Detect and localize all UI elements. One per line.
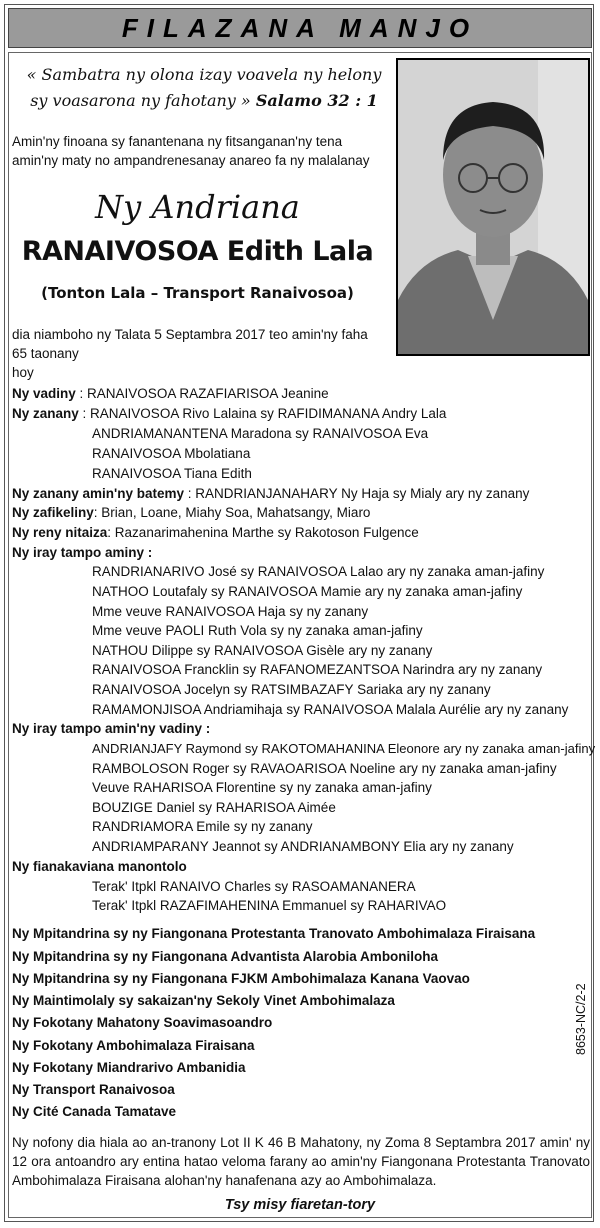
tampo-vadiny-item: RAMBOLOSON Roger sy RAVAOARISOA Noeline ary ny zanaka aman-jafiny xyxy=(92,761,557,776)
death-notice-line-1: dia niamboho ny Talata 5 Septambra 2017 teo amin'ny faha xyxy=(12,327,368,342)
organization-item: Ny Fokotany Mahatony Soavimasoandro xyxy=(12,1015,273,1030)
reny-row xyxy=(12,523,419,542)
deceased-alias: (Tonton Lala – Transport Ranaivosoa) xyxy=(41,284,354,302)
organization-item: Ny Maintimolaly sy sakaizan'ny Sekoly Vinet Ambohimalaza xyxy=(12,993,395,1008)
quote-line-1: « Sambatra ny olona izay voavela ny helony xyxy=(26,65,382,84)
fianakaviana-item: Terak' Itpkl RAZAFIMAHENINA Emmanuel sy RAHARIVAO xyxy=(92,898,447,913)
zanany-label: Ny zanany xyxy=(12,406,79,421)
tampo-item: RAMAMONJISOA Andriamihaja sy RANAIVOSOA Malala Aurélie ary ny zanany xyxy=(92,702,569,717)
death-notice xyxy=(12,325,392,382)
tampo-item: Mme veuve RANAIVOSOA Haja sy ny zanany xyxy=(92,604,369,619)
vadiny-value: : RANAIVOSOA RAZAFIARISOA Jeanine xyxy=(79,386,329,401)
organization-item: Ny Transport Ranaivosoa xyxy=(12,1082,175,1097)
header-banner xyxy=(8,8,592,48)
zafikeliny-label: Ny zafikeliny xyxy=(12,505,94,520)
tampo-item: RANDRIANARIVO José sy RANAIVOSOA Lalao ary ny zanaka aman-jafiny xyxy=(92,564,545,579)
zafikeliny-value: : Brian, Loane, Miahy Soa, Mahatsangy, Miaro xyxy=(93,505,371,520)
death-notice-line-3: hoy xyxy=(12,365,34,380)
organization-item: Ny Cité Canada Tamatave xyxy=(12,1104,177,1119)
tampo-vadiny-item: RANDRIAMORA Emile sy ny zanany xyxy=(92,819,313,834)
zafikeliny-row xyxy=(12,503,370,522)
organization-item: Ny Mpitandrina sy ny Fiangonana FJKM Ambohimalaza Kanana Vaovao xyxy=(12,971,470,986)
intro-text: Amin'ny finoana sy fanantenana ny fitsanganan'ny tena amin'ny maty no ampandrenesanay anareo fa ny malalanay xyxy=(12,134,370,168)
vadiny-row xyxy=(12,384,329,403)
tampo-vadiny-item: ANDRIAMPARANY Jeannot sy ANDRIANAMBONY Elia ary ny zanany xyxy=(92,839,514,854)
fianakaviana-item: Terak' Itpkl RANAIVO Charles sy RASOAMANANERA xyxy=(92,879,416,894)
death-notice-line-2: 65 taonany xyxy=(12,346,79,361)
tampo-item: Mme veuve PAOLI Ruth Vola sy ny zanaka aman-jafiny xyxy=(92,623,423,638)
zanany-item: RANAIVOSOA Tiana Edith xyxy=(92,466,252,481)
deceased-name: RANAIVOSOA Edith Lala xyxy=(21,236,374,267)
tampo-item: NATHOO Loutafaly sy RANAIVOSOA Mamie ary ny zanaka aman-jafiny xyxy=(92,584,523,599)
closing-text: Ny nofony dia hiala ao an-tranony Lot II K 46 B Mahatony, ny Zoma 8 Septambra 2017 amin' ny 12 ora antoandro ary entina hatao veloma farany ao amin'ny Fiangonana Protestanta Tranovato Ambohimalaza Firaisana alohan'ny hanafenana azy ao Ambohimalaza. xyxy=(12,1135,590,1188)
tampo-item: RANAIVOSOA Jocelyn sy RATSIMBAZAFY Sariaka ary ny zanany xyxy=(92,682,491,697)
zanany-item: ANDRIAMANANTENA Maradona sy RANAIVOSOA Eva xyxy=(92,426,429,441)
bible-quote xyxy=(24,62,384,114)
deceased-honorific: Ny Andriana xyxy=(95,188,300,226)
tampo-vadiny-label: Ny iray tampo amin'ny vadiny : xyxy=(12,721,211,736)
zanany-value: : RANAIVOSOA Rivo Lalaina sy RAFIDIMANANA Andry Lala xyxy=(82,406,447,421)
batemy-value: : RANDRIANJANAHARY Ny Haja sy Mialy ary ny zanany xyxy=(187,486,530,501)
portrait-photo xyxy=(396,58,590,356)
vadiny-label: Ny vadiny xyxy=(12,386,76,401)
organization-item: Ny Mpitandrina sy ny Fiangonana Protestanta Tranovato Ambohimalaza Firaisana xyxy=(12,926,536,941)
footer-note: Tsy misy fiaretan-tory xyxy=(224,1197,376,1213)
tampo-item: RANAIVOSOA Francklin sy RAFANOMEZANTSOA Narindra ary ny zanany xyxy=(92,662,543,677)
banner-title: FILAZANA MANJO xyxy=(121,12,479,43)
organization-item: Ny Fokotany Ambohimalaza Firaisana xyxy=(12,1038,255,1053)
batemy-row xyxy=(12,484,529,503)
reference-code: 8653-NC/2-2 xyxy=(574,983,588,1055)
tampo-vadiny-item: BOUZIGE Daniel sy RAHARISOA Aimée xyxy=(92,800,336,815)
quote-reference: Salamo 32 : 1 xyxy=(255,91,378,110)
portrait-image xyxy=(398,60,588,354)
organization-item: Ny Mpitandrina sy ny Fiangonana Advantista Alarobia Amboniloha xyxy=(12,949,439,964)
reny-label: Ny reny nitaiza xyxy=(12,525,108,540)
fianakaviana-label: Ny fianakaviana manontolo xyxy=(12,859,187,874)
tampo-label: Ny iray tampo aminy : xyxy=(12,545,153,560)
zanany-row xyxy=(12,404,446,423)
tampo-vadiny-item: ANDRIANJAFY Raymond sy RAKOTOMAHANINA Eleonore ary ny zanaka aman-jafiny xyxy=(92,741,596,756)
tampo-vadiny-item: Veuve RAHARISOA Florentine sy ny zanaka aman-jafiny xyxy=(92,780,432,795)
organization-item: Ny Fokotany Miandrarivo Ambanidia xyxy=(12,1060,246,1075)
batemy-label: Ny zanany amin'ny batemy xyxy=(12,486,185,501)
reny-value: : Razanarimahenina Marthe sy Rakotoson Fulgence xyxy=(107,525,419,540)
tampo-item: NATHOU Dilippe sy RANAIVOSOA Gisèle ary ny zanany xyxy=(92,643,433,658)
zanany-item: RANAIVOSOA Mbolatiana xyxy=(92,446,251,461)
quote-line-2: sy voasarona ny fahotany » Salamo 32 : 1 xyxy=(30,91,378,110)
